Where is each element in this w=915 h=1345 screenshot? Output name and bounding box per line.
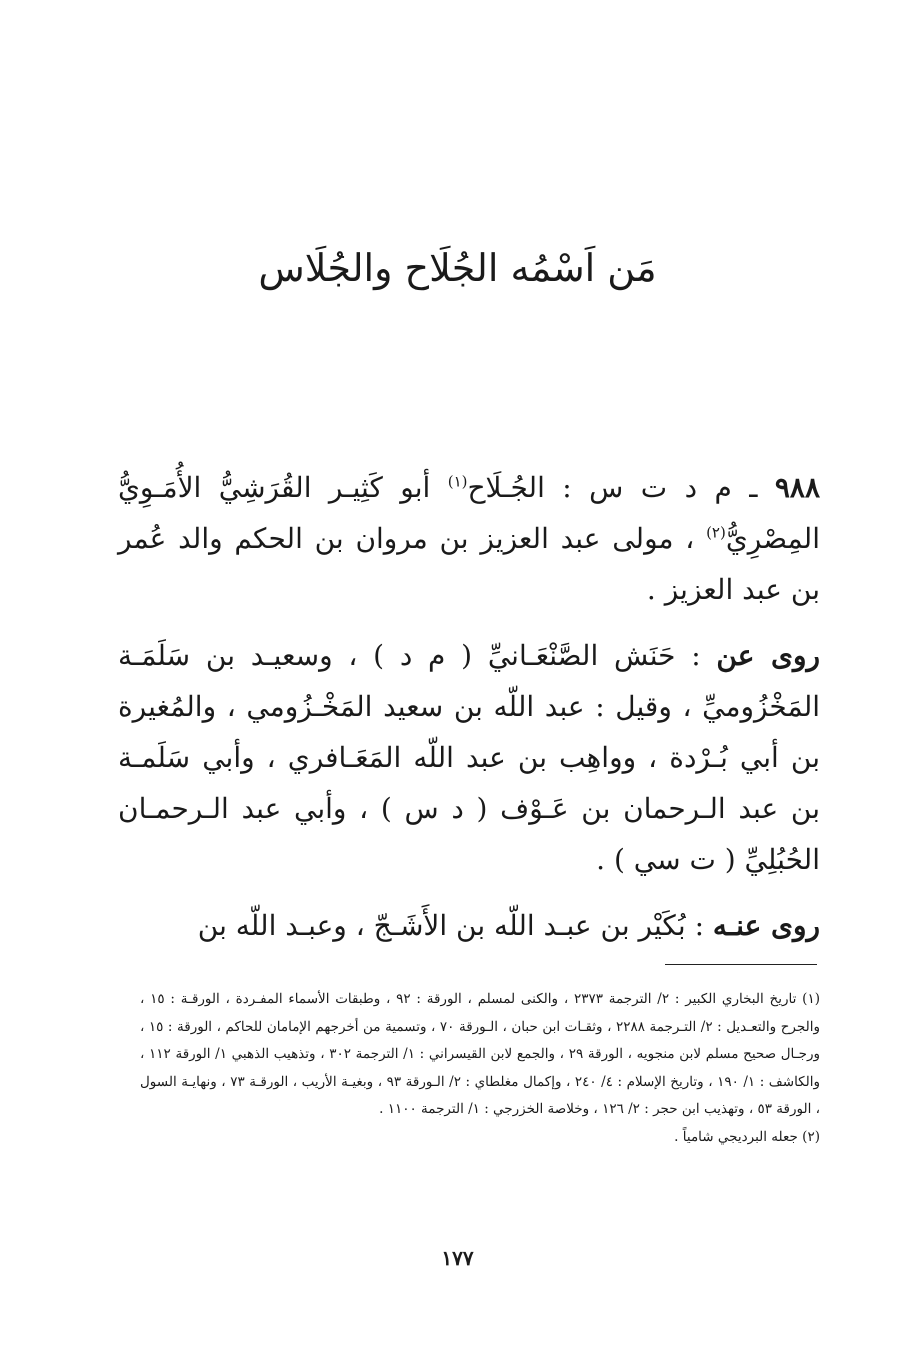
footnote-text: تاريخ البخاري الكبير : ٢/ الترجمة ٢٣٧٣ ، والكنى لمسلم ، الورقة : ٩٢ ، وطبقات الأسماء المفـردة ، الورقـة : ١٥ ، والجرح والتعـديل : ٢/ التـرجمة ٢٢٨٨ ، وثقـات ابن حبان ، الـورقة ٧٠ ، وتسمية من أخرجهم الإمامان للحاكم ، الورقة : ١٥ ، ورجـال صحيح مسلم لابن منجويه ، الورقة ٢٩ ، والجمع لابن القيسراني : ١/ الترجمة ٣٠٢ ، وتذهيب الذهبي ١/ الورقة ١١٢ ، والكاشف : ١/ ١٩٠ ، وتاريخ الإسلام : ٤/ ٢٤٠ ، وإكمال مغلطاي : ٢/ الـورقة ٩٣ ، وبغيـة الأريب ، الورقـة ٧٣ ، ونهايـة السول ، الورقة ٥٣ ، وتهذيب ابن حجر : ٢/ ١٢٦ ، وخلاصة الخزرجي : ١/ الترجمة ١١٠٠ . xyxy=(140,991,821,1117)
narrated-from-label: روى عن xyxy=(716,639,821,672)
footnotes xyxy=(140,986,820,1151)
page-number: ١٧٧ xyxy=(441,1246,474,1270)
narrated-from-text: : حَنَش الصَّنْعَـانيِّ ( م د ) ، وسعيـد بن سَلَمَـة المَخْزُوميِّ ، وقيل : عبد اللّه بن سعيد المَخْـزُومي ، والمُغيرة بن أبي بُـرْدة ، وواهِب بن عبد اللّه المَعَـافري ، وأبي سَلَمـة بن عبد الـرحمان بن عَـوْف ( د س ) ، وأبي عبد الـرحمـان الحُبُلِيِّ ( ت سي ) . xyxy=(118,639,820,876)
narrated-by-paragraph xyxy=(118,900,820,951)
footnote-number: (١) xyxy=(802,991,820,1007)
entry-description: ، مولى عبد العزيز بن مروان بن الحكم والد عُمر بن عبد العزيز . xyxy=(118,522,820,606)
entry-paragraph xyxy=(118,462,820,615)
narrated-by-label: روى عنـه xyxy=(712,909,820,942)
chapter-title: مَن اَسْمُه الجُلَاح والجُلَاس xyxy=(258,246,657,290)
footnote-1 xyxy=(140,986,820,1124)
footnote-ref-1: (١) xyxy=(447,472,468,491)
footnote-number: (٢) xyxy=(802,1128,820,1145)
entry-kunya: أبو كَثِيـر القُرَشِيُّ الأُمَـوِيُّ xyxy=(118,471,431,504)
narrated-from-paragraph xyxy=(118,630,820,885)
footnote-ref-2: (٢) xyxy=(706,523,726,542)
entry-name: الجُـلَاح xyxy=(467,471,545,504)
entry-nisba: المِصْرِيُّ xyxy=(725,522,820,555)
footnote-text: جعله البرديجي شامياً . xyxy=(674,1128,798,1145)
entry-sigla: ـ م د ت س : xyxy=(562,471,758,504)
footnote-2 xyxy=(140,1124,820,1152)
main-text xyxy=(118,462,820,966)
footnote-divider xyxy=(665,964,817,965)
narrated-by-text: : بُكَيْر بن عبـد اللّه بن الأَشَـجّ ، وعبـد اللّه بن xyxy=(197,909,705,942)
entry-number: ٩٨٨ xyxy=(774,471,820,504)
